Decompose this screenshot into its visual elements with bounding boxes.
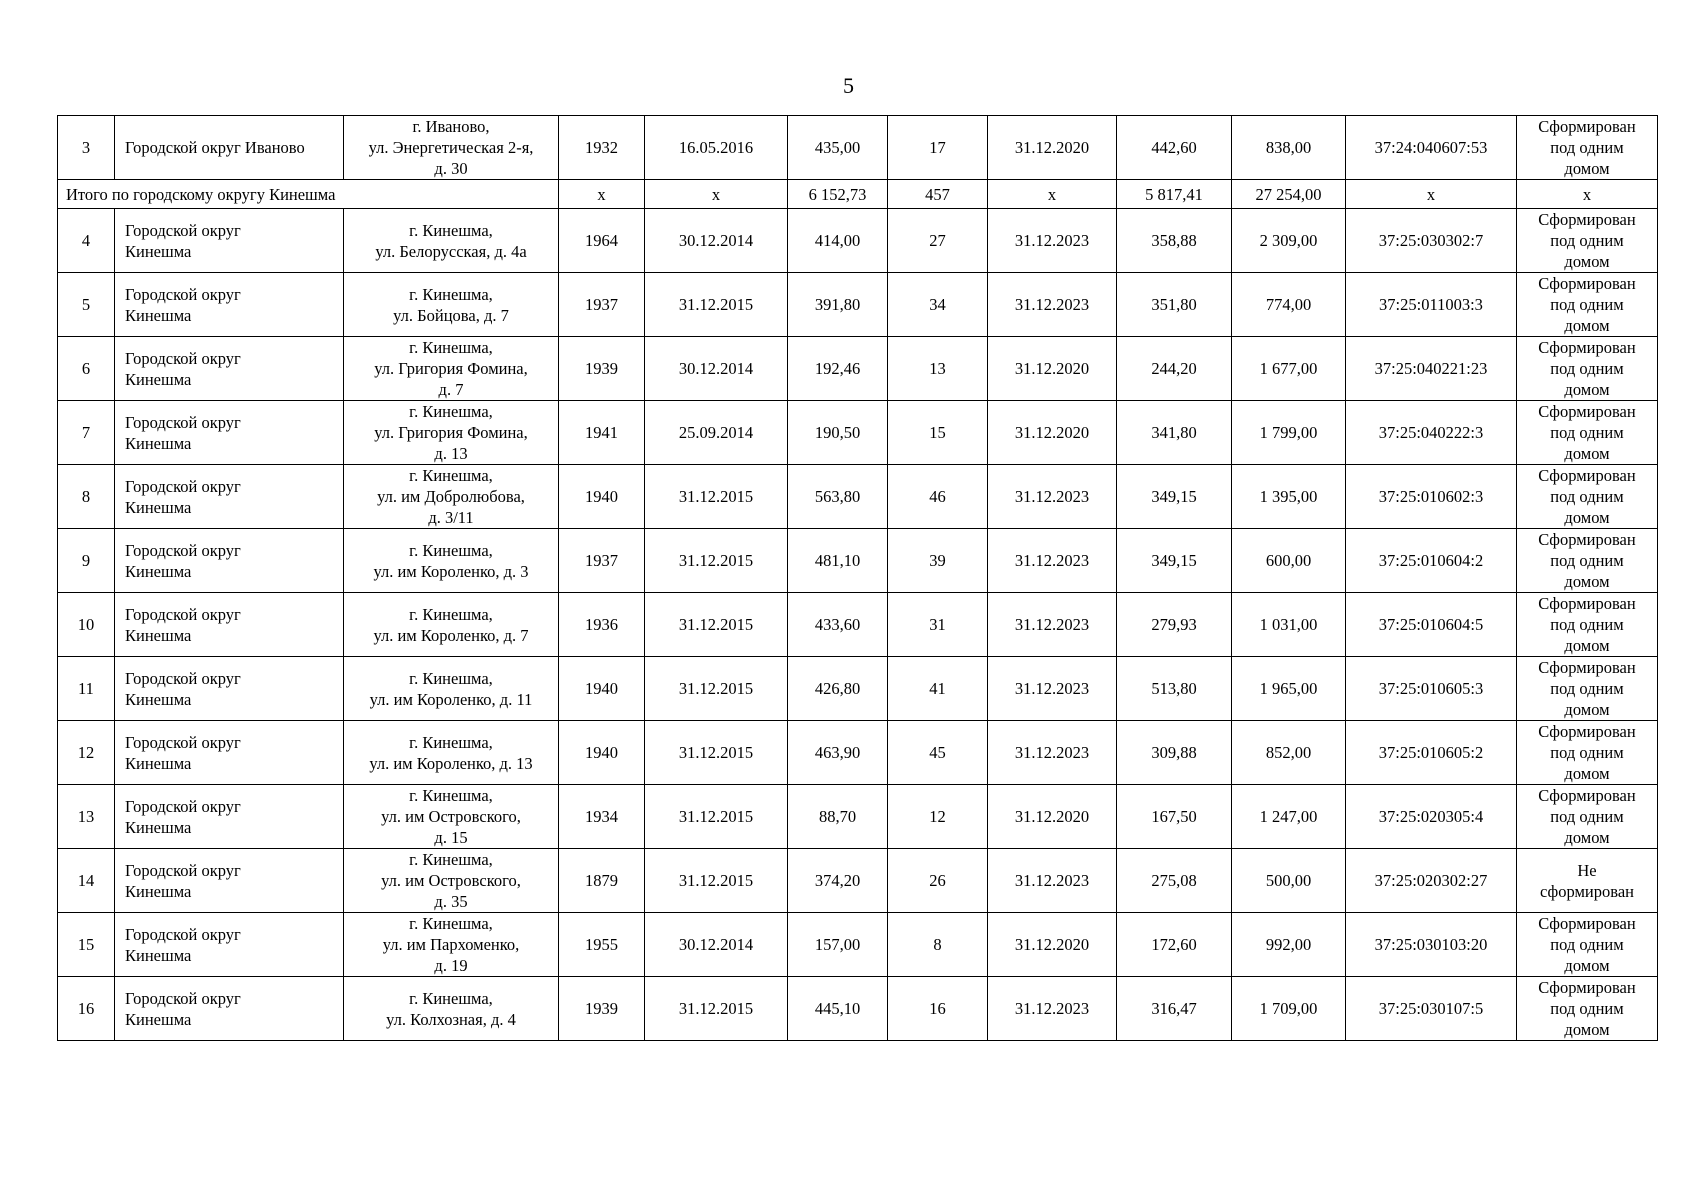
address-cell-line: г. Кинешма, bbox=[409, 732, 493, 752]
year-cell: 1964 bbox=[559, 209, 645, 273]
municipality-cell-line: Кинешма bbox=[125, 945, 192, 965]
land-status-cell-line: домом bbox=[1564, 764, 1610, 783]
row-number: 14 bbox=[58, 849, 115, 913]
land-status-cell-line: домом bbox=[1564, 159, 1610, 178]
residents-cell: 12 bbox=[888, 785, 988, 849]
municipality-cell-line: Кинешма bbox=[125, 1009, 192, 1029]
land-status-cell-line: Сформирован bbox=[1538, 117, 1636, 136]
address-cell-line: ул. Григория Фомина, bbox=[374, 359, 528, 378]
cost-cell: 1 395,00 bbox=[1232, 465, 1346, 529]
municipality-cell-line: Кинешма bbox=[125, 433, 192, 453]
address-cell-line: ул. им Короленко, д. 11 bbox=[369, 689, 533, 709]
land-status-cell-line: под одним bbox=[1550, 551, 1624, 570]
land-status-cell-line: под одним bbox=[1550, 615, 1624, 634]
municipality-cell bbox=[115, 849, 344, 913]
total-planned-date: x bbox=[988, 180, 1117, 209]
year-cell: 1941 bbox=[559, 401, 645, 465]
address-cell bbox=[344, 977, 559, 1041]
year-cell: 1939 bbox=[559, 337, 645, 401]
land-area-cell: 316,47 bbox=[1117, 977, 1232, 1041]
land-status-cell-line: под одним bbox=[1550, 679, 1624, 698]
table-row bbox=[58, 337, 1658, 401]
land-status-cell-line: под одним bbox=[1550, 359, 1624, 378]
land-area-cell: 442,60 bbox=[1117, 116, 1232, 180]
cadastral-cell: 37:25:030103:20 bbox=[1346, 913, 1517, 977]
cost-cell: 838,00 bbox=[1232, 116, 1346, 180]
municipality-cell-line: Городской округ bbox=[125, 476, 241, 496]
table-row bbox=[58, 529, 1658, 593]
land-status-cell-line: Сформирован bbox=[1538, 978, 1636, 997]
date-recognized-cell: 16.05.2016 bbox=[645, 116, 788, 180]
land-status-cell-line: домом bbox=[1564, 508, 1610, 527]
land-status-cell-line: домом bbox=[1564, 828, 1610, 847]
address-cell-line: ул. Белорусская, д. 4а bbox=[375, 241, 527, 261]
municipality-cell-line: Кинешма bbox=[125, 689, 192, 709]
land-status-cell-line: Сформирован bbox=[1538, 466, 1636, 485]
planned-date-cell: 31.12.2023 bbox=[988, 209, 1117, 273]
municipality-cell-line: Городской округ Иваново bbox=[125, 138, 305, 157]
land-status-cell-line: под одним bbox=[1550, 999, 1624, 1018]
date-recognized-cell: 31.12.2015 bbox=[645, 721, 788, 785]
planned-date-cell: 31.12.2023 bbox=[988, 721, 1117, 785]
land-status-cell-line: Сформирован bbox=[1538, 338, 1636, 357]
municipality-cell bbox=[115, 116, 344, 180]
address-cell-line: д. 19 bbox=[434, 956, 468, 975]
cost-cell: 774,00 bbox=[1232, 273, 1346, 337]
page-number: 5 bbox=[843, 73, 854, 98]
municipality-cell bbox=[115, 273, 344, 337]
land-status-cell bbox=[1517, 273, 1658, 337]
land-area-cell: 167,50 bbox=[1117, 785, 1232, 849]
cost-cell: 1 965,00 bbox=[1232, 657, 1346, 721]
land-area-cell: 349,15 bbox=[1117, 529, 1232, 593]
land-status-cell bbox=[1517, 401, 1658, 465]
area-cell: 445,10 bbox=[788, 977, 888, 1041]
address-cell-line: д. 7 bbox=[438, 380, 464, 399]
residents-cell: 27 bbox=[888, 209, 988, 273]
municipality-cell bbox=[115, 529, 344, 593]
address-cell bbox=[344, 785, 559, 849]
municipality-cell-line: Кинешма bbox=[125, 561, 192, 581]
residents-cell: 46 bbox=[888, 465, 988, 529]
cost-cell: 1 677,00 bbox=[1232, 337, 1346, 401]
address-cell-line: д. 15 bbox=[434, 828, 468, 847]
land-status-cell bbox=[1517, 913, 1658, 977]
row-number: 11 bbox=[58, 657, 115, 721]
address-cell-line: д. 30 bbox=[434, 159, 468, 178]
address-cell-line: г. Иваново, bbox=[412, 117, 490, 136]
residents-cell: 34 bbox=[888, 273, 988, 337]
area-cell: 463,90 bbox=[788, 721, 888, 785]
total-residents: 457 bbox=[888, 180, 988, 209]
land-area-cell: 349,15 bbox=[1117, 465, 1232, 529]
planned-date-cell: 31.12.2023 bbox=[988, 977, 1117, 1041]
cadastral-cell: 37:25:030107:5 bbox=[1346, 977, 1517, 1041]
area-cell: 88,70 bbox=[788, 785, 888, 849]
land-status-cell-line: под одним bbox=[1550, 295, 1624, 314]
area-cell: 481,10 bbox=[788, 529, 888, 593]
residents-cell: 41 bbox=[888, 657, 988, 721]
address-cell bbox=[344, 337, 559, 401]
address-cell-line: ул. им Короленко, д. 13 bbox=[369, 753, 533, 773]
land-status-cell bbox=[1517, 593, 1658, 657]
land-status-cell-line: под одним bbox=[1550, 743, 1624, 762]
municipality-cell bbox=[115, 593, 344, 657]
residents-cell: 13 bbox=[888, 337, 988, 401]
land-status-cell-line: домом bbox=[1564, 1020, 1610, 1039]
date-recognized-cell: 31.12.2015 bbox=[645, 657, 788, 721]
cadastral-cell: 37:25:011003:3 bbox=[1346, 273, 1517, 337]
total-label: Итого по городскому округу Кинешма bbox=[58, 180, 559, 209]
land-status-cell bbox=[1517, 209, 1658, 273]
land-status-cell-line: домом bbox=[1564, 316, 1610, 335]
address-cell bbox=[344, 465, 559, 529]
table-body bbox=[58, 116, 1658, 1041]
land-status-cell-line: домом bbox=[1564, 444, 1610, 463]
address-cell-line: г. Кинешма, bbox=[409, 914, 493, 933]
address-cell-line: ул. им Пархоменко, bbox=[382, 935, 520, 954]
municipality-cell-line: Городской округ bbox=[125, 796, 241, 816]
area-cell: 414,00 bbox=[788, 209, 888, 273]
land-status-cell-line: Сформирован bbox=[1538, 210, 1636, 229]
municipality-cell bbox=[115, 337, 344, 401]
table-row bbox=[58, 721, 1658, 785]
total-status: x bbox=[1517, 180, 1658, 209]
area-cell: 157,00 bbox=[788, 913, 888, 977]
table-row bbox=[58, 593, 1658, 657]
address-cell bbox=[344, 657, 559, 721]
municipality-cell-line: Городской округ bbox=[125, 284, 241, 304]
planned-date-cell: 31.12.2020 bbox=[988, 785, 1117, 849]
land-status-cell bbox=[1517, 785, 1658, 849]
cost-cell: 992,00 bbox=[1232, 913, 1346, 977]
cost-cell: 500,00 bbox=[1232, 849, 1346, 913]
table-row bbox=[58, 465, 1658, 529]
year-cell: 1932 bbox=[559, 116, 645, 180]
land-status-cell-line: домом bbox=[1564, 380, 1610, 399]
cost-cell: 852,00 bbox=[1232, 721, 1346, 785]
land-status-cell-line: Сформирован bbox=[1538, 786, 1636, 805]
total-row bbox=[58, 180, 1658, 209]
year-cell: 1939 bbox=[559, 977, 645, 1041]
address-cell-line: д. 35 bbox=[434, 892, 468, 911]
municipality-cell-line: Кинешма bbox=[125, 241, 192, 261]
municipality-cell bbox=[115, 913, 344, 977]
municipality-cell-line: Городской округ bbox=[125, 348, 241, 368]
residents-cell: 17 bbox=[888, 116, 988, 180]
row-number: 10 bbox=[58, 593, 115, 657]
municipality-cell-line: Городской округ bbox=[125, 732, 241, 752]
land-status-cell-line: под одним bbox=[1550, 807, 1624, 826]
address-cell-line: г. Кинешма, bbox=[409, 786, 493, 805]
land-area-cell: 275,08 bbox=[1117, 849, 1232, 913]
date-recognized-cell: 31.12.2015 bbox=[645, 273, 788, 337]
cadastral-cell: 37:25:030302:7 bbox=[1346, 209, 1517, 273]
planned-date-cell: 31.12.2023 bbox=[988, 593, 1117, 657]
year-cell: 1940 bbox=[559, 721, 645, 785]
land-status-cell bbox=[1517, 337, 1658, 401]
address-cell bbox=[344, 273, 559, 337]
row-number: 4 bbox=[58, 209, 115, 273]
date-recognized-cell: 25.09.2014 bbox=[645, 401, 788, 465]
total-cadastral: x bbox=[1346, 180, 1517, 209]
land-status-cell-line: Сформирован bbox=[1538, 274, 1636, 293]
address-cell-line: ул. им Короленко, д. 7 bbox=[373, 625, 529, 645]
cadastral-cell: 37:24:040607:53 bbox=[1346, 116, 1517, 180]
address-cell-line: г. Кинешма, bbox=[409, 284, 493, 304]
address-cell-line: ул. Бойцова, д. 7 bbox=[393, 305, 509, 325]
address-cell-line: ул. им Добролюбова, bbox=[377, 487, 525, 506]
total-land-area: 5 817,41 bbox=[1117, 180, 1232, 209]
row-number: 6 bbox=[58, 337, 115, 401]
date-recognized-cell: 31.12.2015 bbox=[645, 977, 788, 1041]
municipality-cell-line: Кинешма bbox=[125, 497, 192, 517]
address-cell-line: д. 13 bbox=[434, 444, 468, 463]
address-cell bbox=[344, 209, 559, 273]
table-row bbox=[58, 977, 1658, 1041]
municipality-cell bbox=[115, 209, 344, 273]
cost-cell: 1 799,00 bbox=[1232, 401, 1346, 465]
year-cell: 1940 bbox=[559, 465, 645, 529]
planned-date-cell: 31.12.2020 bbox=[988, 116, 1117, 180]
area-cell: 374,20 bbox=[788, 849, 888, 913]
land-status-cell-line: Сформирован bbox=[1538, 722, 1636, 741]
row-number: 9 bbox=[58, 529, 115, 593]
municipality-cell bbox=[115, 657, 344, 721]
planned-date-cell: 31.12.2023 bbox=[988, 657, 1117, 721]
year-cell: 1937 bbox=[559, 273, 645, 337]
area-cell: 190,50 bbox=[788, 401, 888, 465]
municipality-cell bbox=[115, 401, 344, 465]
municipality-cell-line: Кинешма bbox=[125, 881, 192, 901]
table-row bbox=[58, 785, 1658, 849]
total-cost: 27 254,00 bbox=[1232, 180, 1346, 209]
address-cell-line: г. Кинешма, bbox=[409, 540, 493, 560]
planned-date-cell: 31.12.2023 bbox=[988, 273, 1117, 337]
address-cell-line: ул. им Короленко, д. 3 bbox=[373, 561, 529, 581]
date-recognized-cell: 31.12.2015 bbox=[645, 465, 788, 529]
date-recognized-cell: 31.12.2015 bbox=[645, 849, 788, 913]
address-cell bbox=[344, 401, 559, 465]
municipality-cell bbox=[115, 465, 344, 529]
land-status-cell-line: Сформирован bbox=[1538, 914, 1636, 933]
municipality-cell-line: Городской округ bbox=[125, 412, 241, 432]
year-cell: 1940 bbox=[559, 657, 645, 721]
address-cell-line: ул. Григория Фомина, bbox=[374, 423, 528, 442]
land-status-cell bbox=[1517, 465, 1658, 529]
cadastral-cell: 37:25:020305:4 bbox=[1346, 785, 1517, 849]
year-cell: 1879 bbox=[559, 849, 645, 913]
cadastral-cell: 37:25:040221:23 bbox=[1346, 337, 1517, 401]
address-cell-line: г. Кинешма, bbox=[409, 850, 493, 869]
land-status-cell-line: Сформирован bbox=[1538, 594, 1636, 613]
total-date-recognized: x bbox=[645, 180, 788, 209]
land-status-cell-line: под одним bbox=[1550, 423, 1624, 442]
municipality-cell-line: Кинешма bbox=[125, 625, 192, 645]
address-cell-line: г. Кинешма, bbox=[409, 338, 493, 357]
municipality-cell-line: Городской округ bbox=[125, 220, 241, 240]
address-cell-line: г. Кинешма, bbox=[409, 220, 493, 240]
area-cell: 391,80 bbox=[788, 273, 888, 337]
year-cell: 1937 bbox=[559, 529, 645, 593]
row-number: 3 bbox=[58, 116, 115, 180]
cost-cell: 1 247,00 bbox=[1232, 785, 1346, 849]
cost-cell: 2 309,00 bbox=[1232, 209, 1346, 273]
land-status-cell-line: домом bbox=[1564, 956, 1610, 975]
planned-date-cell: 31.12.2023 bbox=[988, 465, 1117, 529]
year-cell: 1955 bbox=[559, 913, 645, 977]
cadastral-cell: 37:25:010604:5 bbox=[1346, 593, 1517, 657]
land-status-cell bbox=[1517, 116, 1658, 180]
row-number: 16 bbox=[58, 977, 115, 1041]
year-cell: 1936 bbox=[559, 593, 645, 657]
table-row bbox=[58, 401, 1658, 465]
address-cell bbox=[344, 721, 559, 785]
address-cell bbox=[344, 529, 559, 593]
table-row bbox=[58, 849, 1658, 913]
land-status-cell-line: под одним bbox=[1550, 231, 1624, 250]
row-number: 8 bbox=[58, 465, 115, 529]
table-row bbox=[58, 209, 1658, 273]
planned-date-cell: 31.12.2023 bbox=[988, 529, 1117, 593]
residents-cell: 16 bbox=[888, 977, 988, 1041]
land-status-cell-line: домом bbox=[1564, 252, 1610, 271]
cost-cell: 600,00 bbox=[1232, 529, 1346, 593]
address-cell bbox=[344, 849, 559, 913]
cost-cell: 1 031,00 bbox=[1232, 593, 1346, 657]
land-status-cell-line: домом bbox=[1564, 636, 1610, 655]
land-area-cell: 244,20 bbox=[1117, 337, 1232, 401]
cadastral-cell: 37:25:010602:3 bbox=[1346, 465, 1517, 529]
address-cell-line: г. Кинешма, bbox=[409, 604, 493, 624]
date-recognized-cell: 31.12.2015 bbox=[645, 593, 788, 657]
land-status-cell bbox=[1517, 657, 1658, 721]
address-cell-line: г. Кинешма, bbox=[409, 402, 493, 421]
land-status-cell bbox=[1517, 721, 1658, 785]
address-cell-line: г. Кинешма, bbox=[409, 988, 493, 1008]
land-area-cell: 172,60 bbox=[1117, 913, 1232, 977]
table-row bbox=[58, 273, 1658, 337]
planned-date-cell: 31.12.2023 bbox=[988, 849, 1117, 913]
municipality-cell-line: Городской округ bbox=[125, 604, 241, 624]
cadastral-cell: 37:25:040222:3 bbox=[1346, 401, 1517, 465]
year-cell: 1934 bbox=[559, 785, 645, 849]
total-area: 6 152,73 bbox=[788, 180, 888, 209]
land-status-cell-line: под одним bbox=[1550, 487, 1624, 506]
land-status-cell-line: Сформирован bbox=[1538, 402, 1636, 421]
cadastral-cell: 37:25:010604:2 bbox=[1346, 529, 1517, 593]
land-status-cell bbox=[1517, 977, 1658, 1041]
municipality-cell-line: Городской округ bbox=[125, 860, 241, 880]
area-cell: 426,80 bbox=[788, 657, 888, 721]
table-row bbox=[58, 657, 1658, 721]
municipality-cell-line: Кинешма bbox=[125, 817, 192, 837]
planned-date-cell: 31.12.2020 bbox=[988, 913, 1117, 977]
municipality-cell bbox=[115, 785, 344, 849]
land-status-cell bbox=[1517, 849, 1658, 913]
land-status-cell-line: Сформирован bbox=[1538, 530, 1636, 549]
date-recognized-cell: 31.12.2015 bbox=[645, 785, 788, 849]
residents-cell: 8 bbox=[888, 913, 988, 977]
table-row bbox=[58, 913, 1658, 977]
land-status-cell-line: сформирован bbox=[1540, 881, 1634, 901]
address-cell-line: д. 3/11 bbox=[428, 508, 474, 527]
row-number: 13 bbox=[58, 785, 115, 849]
municipality-cell-line: Городской округ bbox=[125, 988, 241, 1008]
land-status-cell-line: Не bbox=[1577, 860, 1597, 880]
residents-cell: 45 bbox=[888, 721, 988, 785]
address-cell-line: г. Кинешма, bbox=[409, 668, 493, 688]
land-status-cell-line: домом bbox=[1564, 572, 1610, 591]
date-recognized-cell: 31.12.2015 bbox=[645, 529, 788, 593]
area-cell: 433,60 bbox=[788, 593, 888, 657]
land-area-cell: 351,80 bbox=[1117, 273, 1232, 337]
row-number: 7 bbox=[58, 401, 115, 465]
cadastral-cell: 37:25:010605:3 bbox=[1346, 657, 1517, 721]
municipality-cell-line: Городской округ bbox=[125, 924, 241, 944]
cadastral-cell: 37:25:010605:2 bbox=[1346, 721, 1517, 785]
address-cell bbox=[344, 913, 559, 977]
address-cell-line: г. Кинешма, bbox=[409, 466, 493, 485]
cadastral-cell: 37:25:020302:27 bbox=[1346, 849, 1517, 913]
land-area-cell: 309,88 bbox=[1117, 721, 1232, 785]
municipality-cell bbox=[115, 977, 344, 1041]
residents-cell: 31 bbox=[888, 593, 988, 657]
land-area-cell: 358,88 bbox=[1117, 209, 1232, 273]
municipality-cell-line: Кинешма bbox=[125, 369, 192, 389]
total-year: x bbox=[559, 180, 645, 209]
date-recognized-cell: 30.12.2014 bbox=[645, 337, 788, 401]
table-row bbox=[58, 116, 1658, 180]
municipality-cell-line: Кинешма bbox=[125, 753, 192, 773]
planned-date-cell: 31.12.2020 bbox=[988, 401, 1117, 465]
row-number: 15 bbox=[58, 913, 115, 977]
residents-cell: 26 bbox=[888, 849, 988, 913]
residents-cell: 39 bbox=[888, 529, 988, 593]
municipality-cell-line: Городской округ bbox=[125, 540, 241, 560]
date-recognized-cell: 30.12.2014 bbox=[645, 209, 788, 273]
municipality-cell bbox=[115, 721, 344, 785]
address-cell-line: ул. им Островского, bbox=[381, 871, 521, 890]
residents-cell: 15 bbox=[888, 401, 988, 465]
row-number: 12 bbox=[58, 721, 115, 785]
land-status-cell-line: Сформирован bbox=[1538, 658, 1636, 677]
area-cell: 435,00 bbox=[788, 116, 888, 180]
row-number: 5 bbox=[58, 273, 115, 337]
land-status-cell-line: под одним bbox=[1550, 138, 1624, 157]
housing-registry-table bbox=[57, 115, 1658, 1041]
address-cell bbox=[344, 116, 559, 180]
land-area-cell: 341,80 bbox=[1117, 401, 1232, 465]
area-cell: 192,46 bbox=[788, 337, 888, 401]
land-status-cell-line: домом bbox=[1564, 700, 1610, 719]
address-cell-line: ул. Колхозная, д. 4 bbox=[386, 1009, 516, 1029]
address-cell-line: ул. им Островского, bbox=[381, 807, 521, 826]
address-cell-line: ул. Энергетическая 2-я, bbox=[368, 138, 534, 157]
land-status-cell bbox=[1517, 529, 1658, 593]
land-area-cell: 279,93 bbox=[1117, 593, 1232, 657]
land-area-cell: 513,80 bbox=[1117, 657, 1232, 721]
cost-cell: 1 709,00 bbox=[1232, 977, 1346, 1041]
date-recognized-cell: 30.12.2014 bbox=[645, 913, 788, 977]
land-status-cell-line: под одним bbox=[1550, 935, 1624, 954]
area-cell: 563,80 bbox=[788, 465, 888, 529]
address-cell bbox=[344, 593, 559, 657]
municipality-cell-line: Городской округ bbox=[125, 668, 241, 688]
municipality-cell-line: Кинешма bbox=[125, 305, 192, 325]
planned-date-cell: 31.12.2020 bbox=[988, 337, 1117, 401]
